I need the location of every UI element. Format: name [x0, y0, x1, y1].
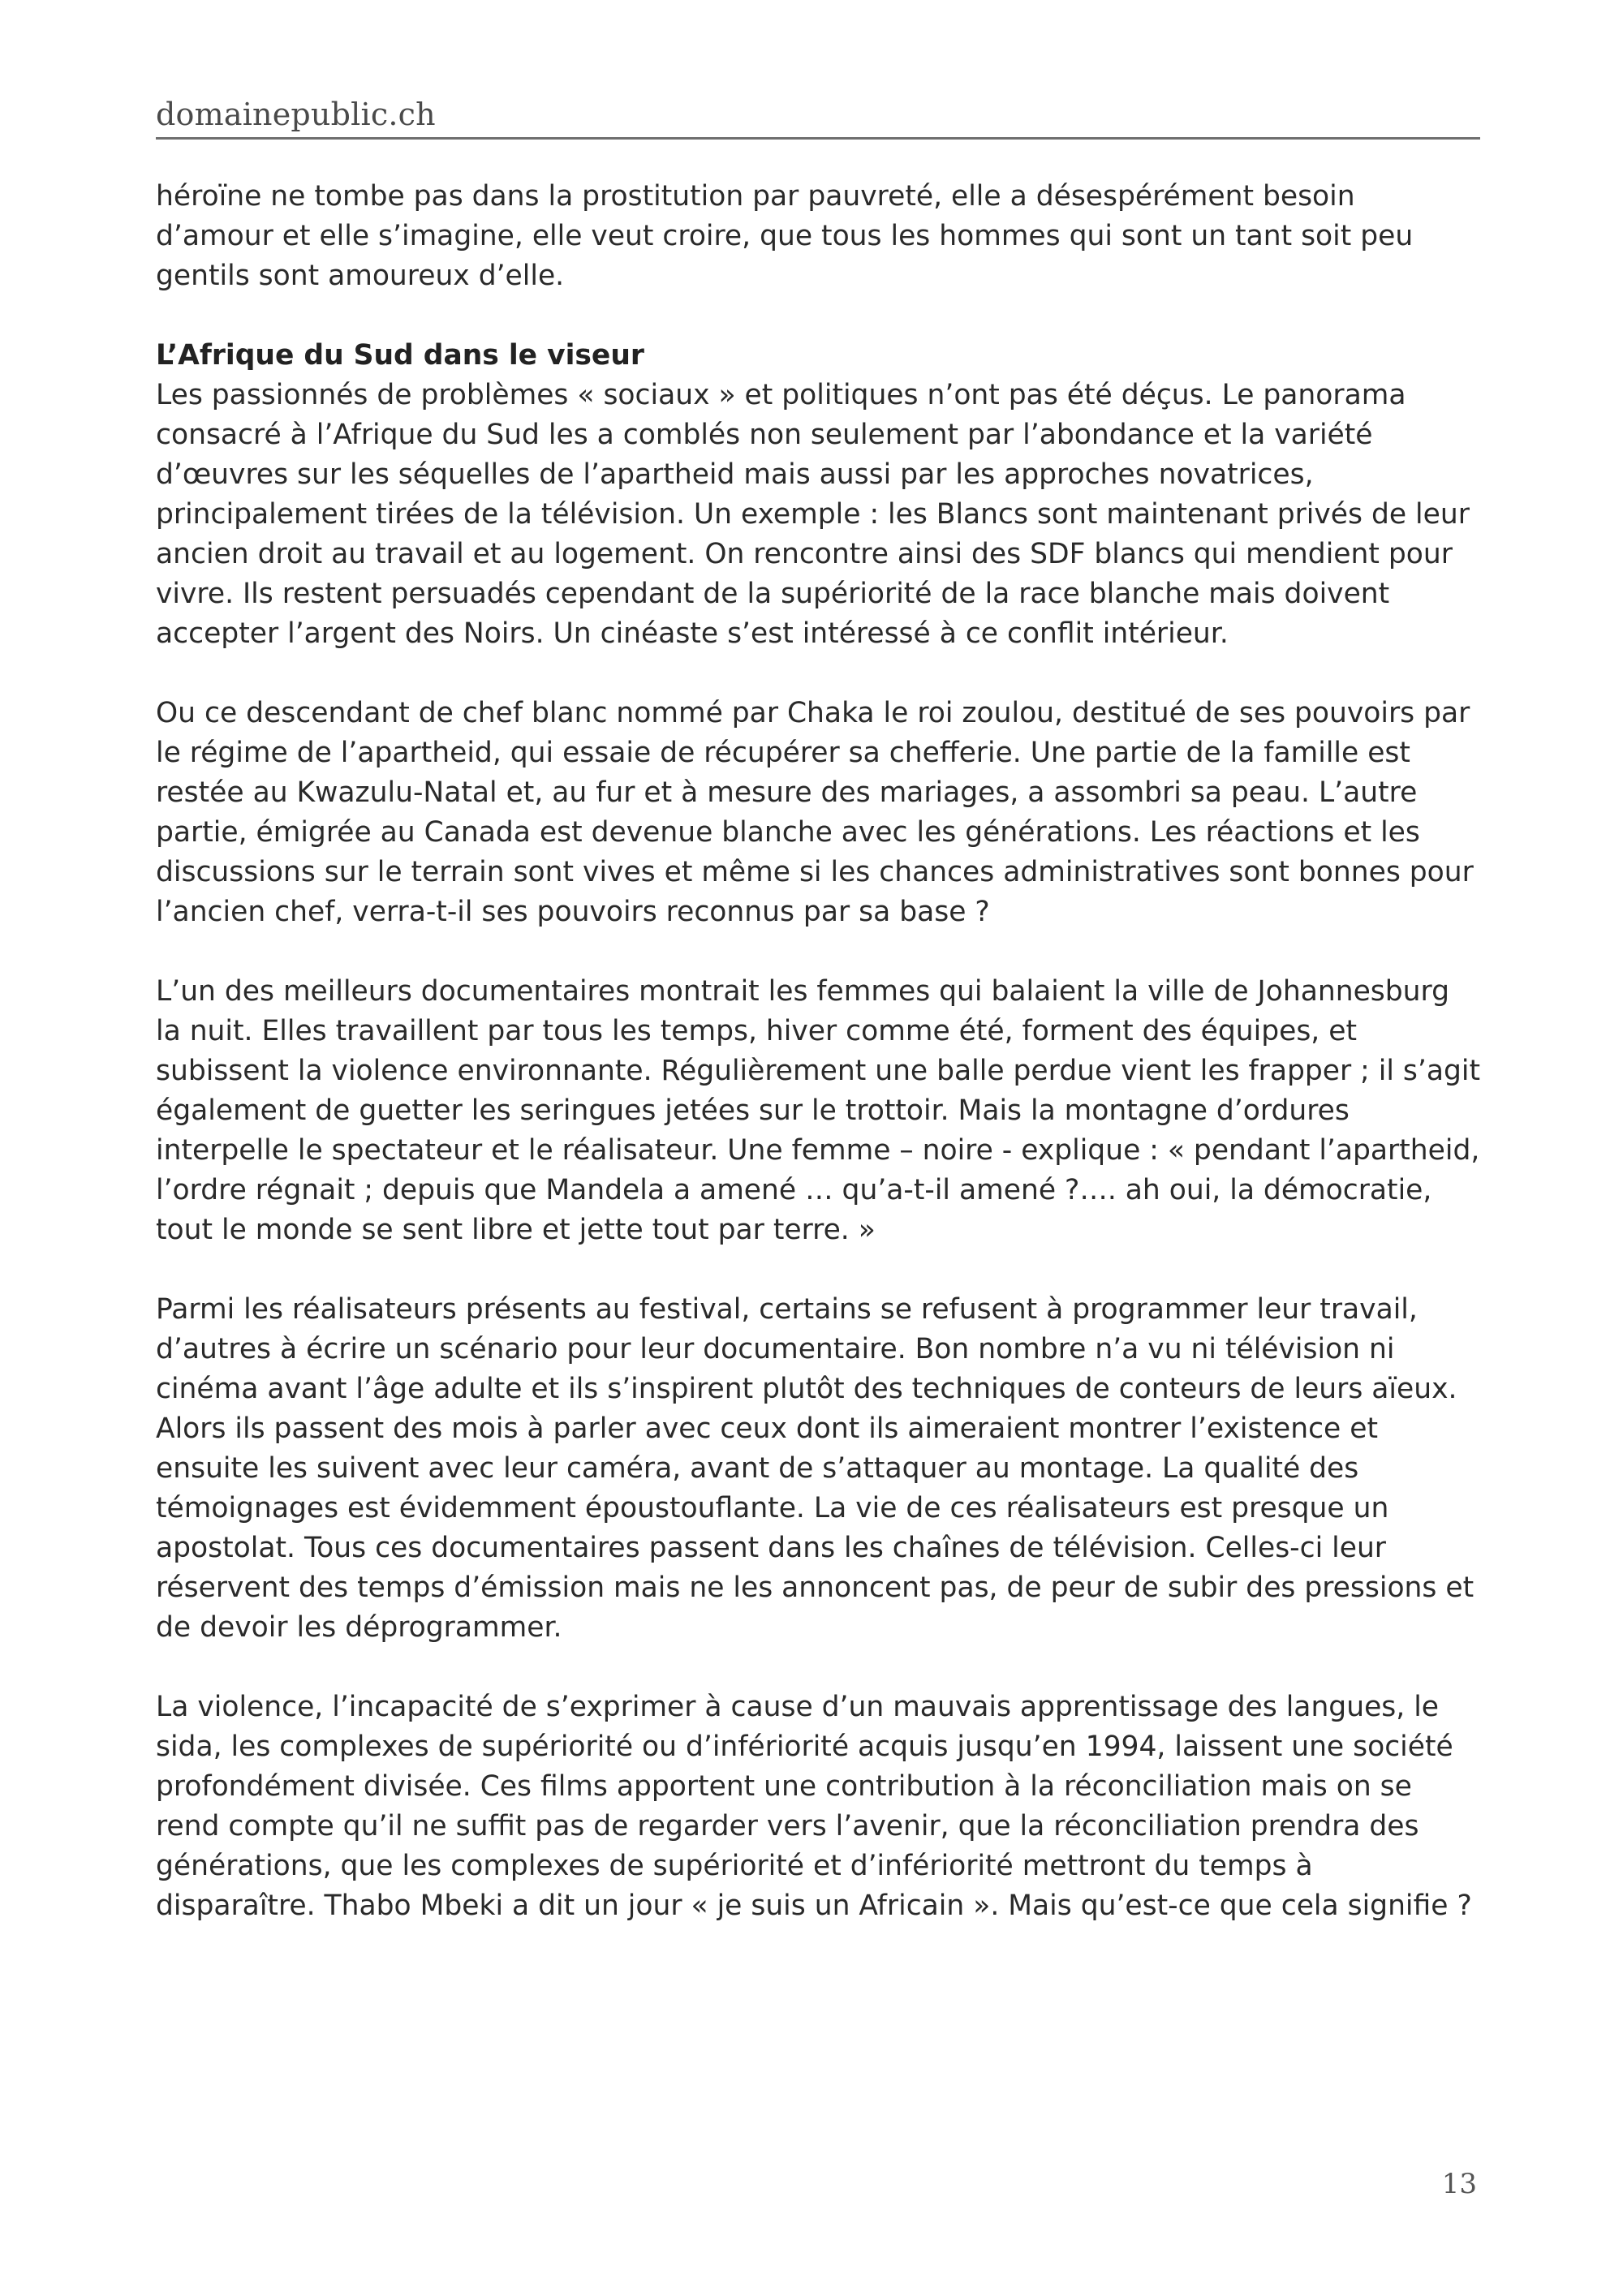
page-number: 13	[1441, 2168, 1477, 2200]
paragraph-6: La violence, l’incapacité de s’exprimer à cause d’un mauvais apprentissage des langues, le sida, les complexes de supériorité ou d’infériorité acquis jusqu’en 1994, laissent une société profondément divisée. Ces films apportent une contribution à la réconciliation mais on se rend compte qu’il ne suffit pas de regarder vers l’avenir, que la réconciliation prendra des générations, que les complexes de supériorité et d’infériorité mettront du temps à disparaître. Thabo Mbeki a dit un jour « je suis un Africain ». Mais qu’est-ce que cela signifie ?	[156, 1691, 1472, 1922]
article-body	[156, 177, 1480, 1966]
paragraph-3: Ou ce descendant de chef blanc nommé par Chaka le roi zoulou, destitué de ses pouvoirs par le régime de l’apartheid, qui essaie de récupérer sa chefferie. Une partie de la famille est restée au Kwazulu-Natal et, au fur et à mesure des mariages, a assombri sa peau. L’autre partie, émigrée au Canada est devenue blanche avec les générations. Les réactions et les discussions sur le terrain sont vives et même si les chances administratives sont bonnes pour l’ancien chef, verra-t-il ses pouvoirs reconnus par sa base ?	[156, 697, 1474, 928]
section-title: L’Afrique du Sud dans le viseur	[156, 339, 644, 372]
site-name: domainepublic.ch	[156, 97, 436, 132]
paragraph-5: Parmi les réalisateurs présents au festival, certains se refusent à programmer leur travail, d’autres à écrire un scénario pour leur documentaire. Bon nombre n’a vu ni télévision ni cinéma avant l’âge adulte et ils s’inspirent plutôt des techniques de conteurs de leurs aïeux. Alors ils passent des mois à parler avec ceux dont ils aimeraient montrer l’existence et ensuite les suivent avec leur caméra, avant de s’attaquer au montage. La qualité des témoignages est évidemment époustouflante. La vie de ces réalisateurs est presque un apostolat. Tous ces documentaires passent dans les chaînes de télévision. Celles-ci leur réservent des temps d’émission mais ne les annoncent pas, de peur de subir des pressions et de devoir les déprogrammer.	[156, 1293, 1474, 1644]
running-header	[156, 96, 1480, 140]
paragraph-4: L’un des meilleurs documentaires montrait les femmes qui balaient la ville de Johannesburg la nuit. Elles travaillent par tous les temps, hiver comme été, forment des équipes, et subissent la violence environnante. Régulièrement une balle perdue vient les frapper ; il s’agit également de guetter les seringues jetées sur le trottoir. Mais la montagne d’ordures interpelle le spectateur et le réalisateur. Une femme – noire - explique : « pendant l’apartheid, l’ordre régnait ; depuis que Mandela a amené … qu’a-t-il amené ?…. ah oui, la démocratie, tout le monde se sent libre et jette tout par terre. »	[156, 975, 1480, 1246]
paragraph-1: héroïne ne tombe pas dans la prostitution par pauvreté, elle a désespérément besoin d’amour et elle s’imagine, elle veut croire, que tous les hommes qui sont un tant soit peu gentils sont amoureux d’elle.	[156, 180, 1414, 292]
paragraph-2: Les passionnés de problèmes « sociaux » et politiques n’ont pas été déçus. Le panorama consacré à l’Afrique du Sud les a comblés non seulement par l’abondance et la variété d’œuvres sur les séquelles de l’apartheid mais aussi par les approches novatrices, principalement tirées de la télévision. Un exemple : les Blancs sont maintenant privés de leur ancien droit au travail et au logement. On rencontre ainsi des SDF blancs qui mendient pour vivre. Ils restent persuadés cependant de la supériorité de la race blanche mais doivent accepter l’argent des Noirs. Un cinéaste s’est intéressé à ce conflit intérieur.	[156, 379, 1470, 650]
